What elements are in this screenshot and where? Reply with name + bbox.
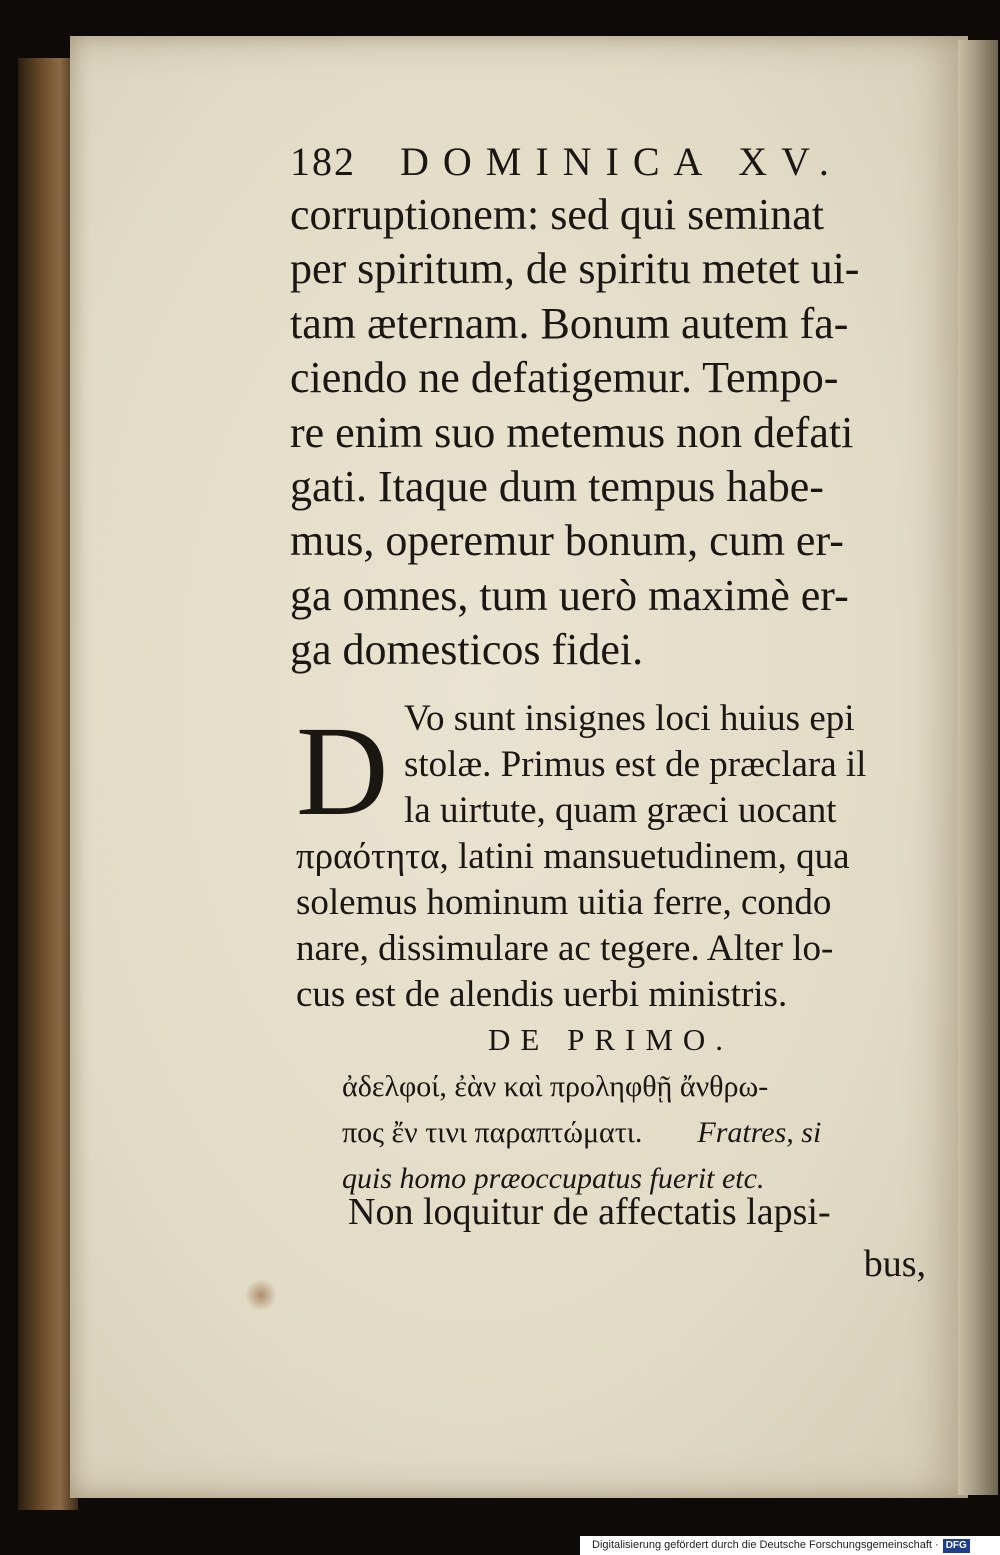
text-line: gati. Itaque dum tempus habe- — [290, 461, 824, 511]
paragraph-3 — [348, 1186, 948, 1290]
catchword: bus, — [863, 1243, 926, 1285]
text-line: mus, operemur bonum, cum er- — [290, 516, 844, 566]
paper-stain — [244, 1280, 278, 1310]
funding-footer — [580, 1536, 1000, 1555]
paragraph-2 — [296, 696, 936, 1018]
text-line: stolæ. Primus est de præclara il — [404, 744, 867, 785]
greek-quotation — [342, 1064, 942, 1202]
page-edges — [958, 40, 998, 1495]
running-head — [290, 138, 930, 188]
book-cover — [18, 58, 78, 1510]
greek-latin-line — [342, 1110, 942, 1156]
text-line: nare, dissimulare ac tegere. Alter lo- — [296, 928, 834, 969]
latin-line: quis homo præoccupatus fuerit etc. — [342, 1162, 765, 1195]
text-line: Vo sunt insignes loci huius epi — [404, 698, 855, 739]
text-line: corruptionem: sed qui seminat — [290, 190, 824, 239]
text-line: la uirtute, quam græci uocant — [404, 790, 837, 831]
drop-cap: D — [296, 700, 389, 842]
page-number: 182 — [290, 139, 356, 184]
running-title: DOMINICA XV. — [400, 139, 843, 184]
funding-note: Digitalisierung gefördert durch die Deutsche Forschungsgemeinschaft · — [592, 1539, 939, 1551]
greek-text: πος ἔν τινι παραπτώματι. — [342, 1116, 643, 1149]
text-line: per spiritum, de spiritu metet ui- — [290, 244, 860, 294]
text-line: re enim suo metemus non defati — [290, 407, 854, 457]
dfg-logo: DFG — [943, 1539, 970, 1553]
text-line: ga domesticos fidei. — [290, 625, 644, 675]
text-line: tam æternam. Bonum autem fa- — [290, 298, 849, 348]
section-heading: DE PRIMO. — [488, 1022, 734, 1057]
text-line: ga omnes, tum uerò maximè er- — [290, 570, 849, 620]
paragraph-1 — [290, 188, 930, 678]
text-line: cus est de alendis uerbi ministris. — [296, 974, 788, 1015]
text-line: Non loquitur de affectatis lapsi- — [348, 1191, 831, 1233]
text-line: ciendo ne defatigemur. Tempo- — [290, 353, 839, 403]
greek-line: ἀδελφοί, ἐὰν καὶ προληφθῇ ἄνθρω- — [342, 1070, 769, 1103]
text-line: πραότητα, latini mansuetudinem, qua — [296, 836, 850, 877]
latin-text: Fratres, si — [697, 1116, 822, 1149]
text-line: solemus hominum uitia ferre, condo — [296, 882, 832, 923]
